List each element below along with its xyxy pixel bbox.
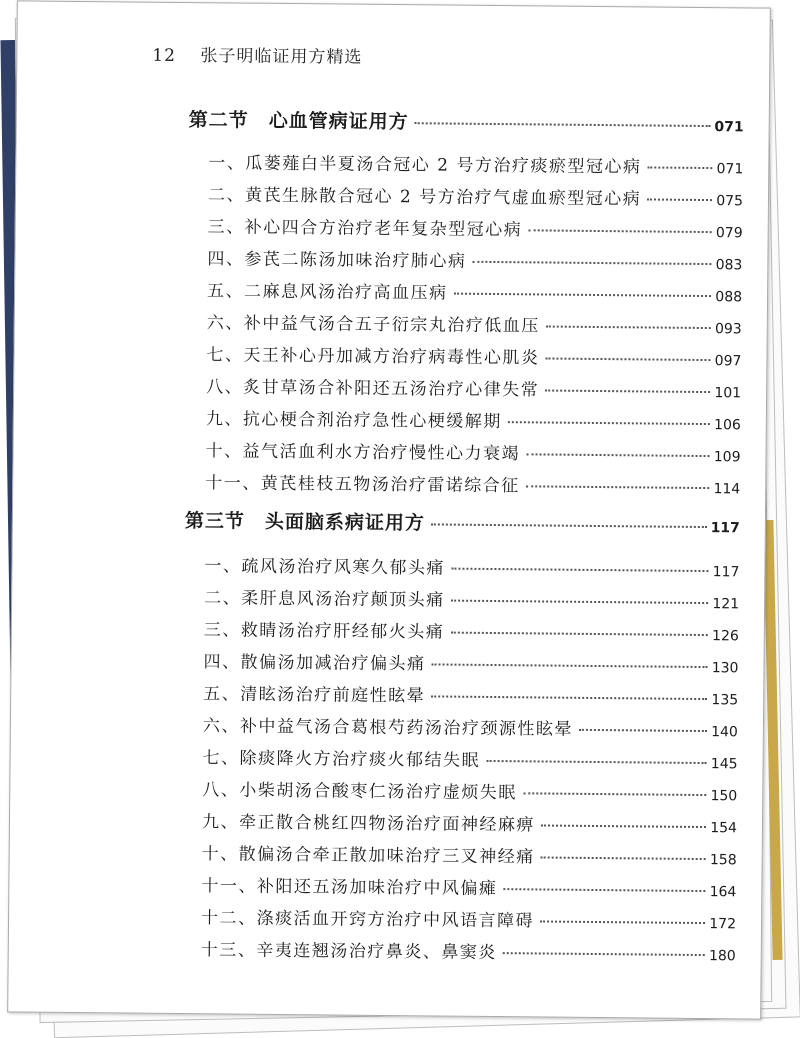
entry-page: 106 xyxy=(714,417,741,434)
entry-title: 十一、黄芪桂枝五物汤治疗雷诺综合征 xyxy=(205,473,520,497)
toc-entry[interactable] xyxy=(207,276,742,306)
entry-title: 六、补中益气汤合五子衍宗丸治疗低血压 xyxy=(206,313,540,337)
entry-title: 三、救睛汤治疗肝经郁火头痛 xyxy=(203,620,445,643)
entry-page: 079 xyxy=(715,225,743,242)
entry-page: 158 xyxy=(709,852,737,869)
dot-leader xyxy=(450,632,708,636)
dot-leader xyxy=(415,122,711,127)
toc-entry[interactable] xyxy=(208,212,743,242)
entry-title: 八、小柴胡汤合酸枣仁汤治疗虚烦失眠 xyxy=(202,780,517,804)
dot-leader xyxy=(451,600,709,604)
dot-leader xyxy=(546,325,711,329)
dot-leader xyxy=(431,523,707,528)
entry-page: 109 xyxy=(713,449,741,466)
entry-page: 140 xyxy=(711,724,738,741)
toc-entry[interactable] xyxy=(208,180,743,210)
entry-page: 135 xyxy=(711,692,739,709)
dot-leader xyxy=(431,695,707,700)
section-title: 心血管病证用方 xyxy=(268,109,409,134)
toc-entry[interactable] xyxy=(203,743,738,773)
entry-page: 075 xyxy=(716,193,744,210)
entry-title: 十一、补阳还五汤加味治疗中风偏瘫 xyxy=(201,876,498,900)
dot-leader xyxy=(432,663,708,668)
entry-title: 七、除痰降火方治疗痰火郁结失眠 xyxy=(202,748,481,771)
toc-entry[interactable] xyxy=(206,372,741,402)
entry-page: 130 xyxy=(711,660,739,677)
dot-leader xyxy=(451,568,709,572)
toc-entry[interactable] xyxy=(204,551,739,581)
entry-page: 121 xyxy=(712,596,740,613)
dot-leader xyxy=(508,421,710,425)
entry-title: 一、疏风汤治疗风寒久郁头痛 xyxy=(204,556,446,579)
dot-leader xyxy=(526,485,710,489)
entry-page: 164 xyxy=(709,884,737,901)
toc-entry[interactable] xyxy=(208,148,743,178)
book-title: 张子明临证用方精选 xyxy=(200,46,363,68)
entry-title: 三、补心四合方治疗老年复杂型冠心病 xyxy=(207,217,523,241)
entry-page: 088 xyxy=(715,289,743,306)
entry-title: 九、抗心梗合剂治疗急性心梗缓解期 xyxy=(205,409,502,433)
toc-entry[interactable] xyxy=(201,871,736,901)
entry-page: 097 xyxy=(714,353,742,370)
toc-section-heading[interactable] xyxy=(185,506,740,538)
toc-entry[interactable] xyxy=(205,468,740,498)
entry-page: 071 xyxy=(716,161,744,178)
toc-entry[interactable] xyxy=(202,839,737,869)
entry-title: 八、炙甘草汤合补阳还五汤治疗心律失常 xyxy=(206,377,540,401)
dot-leader xyxy=(579,729,707,732)
section-page: 071 xyxy=(714,119,744,136)
entry-page: 145 xyxy=(710,756,738,773)
entry-title: 四、散偏汤加减治疗偏头痛 xyxy=(203,652,426,675)
toc-entry[interactable] xyxy=(202,775,737,805)
dot-leader xyxy=(472,261,711,265)
dot-leader xyxy=(454,293,712,297)
toc-entry[interactable] xyxy=(203,679,738,709)
entry-page: 172 xyxy=(709,916,737,933)
toc-entry[interactable] xyxy=(205,436,740,466)
toc-entry[interactable] xyxy=(207,308,742,338)
toc-entry[interactable] xyxy=(201,903,736,933)
toc-entry[interactable] xyxy=(204,583,739,613)
dot-leader xyxy=(503,888,705,892)
dot-leader xyxy=(540,920,705,924)
dot-leader xyxy=(647,198,712,201)
page-number: 12 xyxy=(152,45,177,66)
toc-entry[interactable] xyxy=(207,244,742,274)
entry-title: 四、参芪二陈汤加味治疗肺心病 xyxy=(207,249,467,272)
entry-page: 093 xyxy=(714,321,742,338)
entry-page: 126 xyxy=(711,628,739,645)
entry-title: 六、补中益气汤合葛根芍药汤治疗颈源性眩晕 xyxy=(202,716,573,740)
dot-leader xyxy=(541,824,706,828)
entry-page: 101 xyxy=(714,385,742,402)
entry-page: 154 xyxy=(710,820,738,837)
dot-leader xyxy=(545,389,710,393)
dot-leader xyxy=(528,229,712,233)
toc-entry[interactable] xyxy=(203,711,738,741)
dot-leader xyxy=(486,760,707,764)
entry-page: 083 xyxy=(715,257,743,274)
toc-entry[interactable] xyxy=(206,340,741,370)
section-title: 头面脑系病证用方 xyxy=(264,510,426,535)
entry-title: 五、清眩汤治疗前庭性眩晕 xyxy=(203,684,426,707)
toc-entry[interactable] xyxy=(201,935,736,965)
toc-entry[interactable] xyxy=(206,404,741,434)
entry-page: 150 xyxy=(710,788,738,805)
entry-page: 180 xyxy=(708,948,736,965)
entry-title: 九、牵正散合桃红四物汤治疗面神经麻痹 xyxy=(201,812,536,836)
entry-title: 五、二麻息风汤治疗高血压病 xyxy=(206,281,448,304)
toc-entry[interactable] xyxy=(204,615,739,645)
entry-page: 117 xyxy=(712,564,740,581)
toc-entry[interactable] xyxy=(202,807,737,837)
entry-title: 十二、涤痰活血开窍方治疗中风语言障碍 xyxy=(200,908,535,932)
entry-title: 十、益气活血利水方治疗慢性心力衰竭 xyxy=(205,441,521,465)
entry-title: 二、黄芪生脉散合冠心 2 号方治疗气虚血瘀型冠心病 xyxy=(207,185,642,210)
entry-title: 二、柔肝息风汤治疗颠顶头痛 xyxy=(204,588,445,611)
dot-leader xyxy=(545,357,710,361)
dot-leader xyxy=(503,952,705,956)
section-number: 第二节 xyxy=(188,109,249,132)
dot-leader xyxy=(541,856,706,860)
toc-section-heading[interactable] xyxy=(189,105,744,137)
entry-title: 七、天王补心丹加减方治疗病毒性心肌炎 xyxy=(206,345,540,369)
entry-title: 一、瓜蒌薤白半夏汤合冠心 2 号方治疗痰瘀型冠心病 xyxy=(208,153,642,178)
entry-title: 十三、辛夷连翘汤治疗鼻炎、鼻窦炎 xyxy=(200,940,497,964)
toc-page xyxy=(7,0,771,1019)
entry-page: 114 xyxy=(713,481,741,498)
toc-entry[interactable] xyxy=(203,647,738,677)
dot-leader xyxy=(526,453,710,457)
section-number: 第三节 xyxy=(184,510,246,533)
table-of-contents xyxy=(8,1,770,1018)
dot-leader xyxy=(647,166,712,169)
dot-leader xyxy=(523,792,707,796)
section-page: 117 xyxy=(710,520,740,537)
entry-title: 十、散偏汤合牵正散加味治疗三叉神经痛 xyxy=(201,844,535,868)
